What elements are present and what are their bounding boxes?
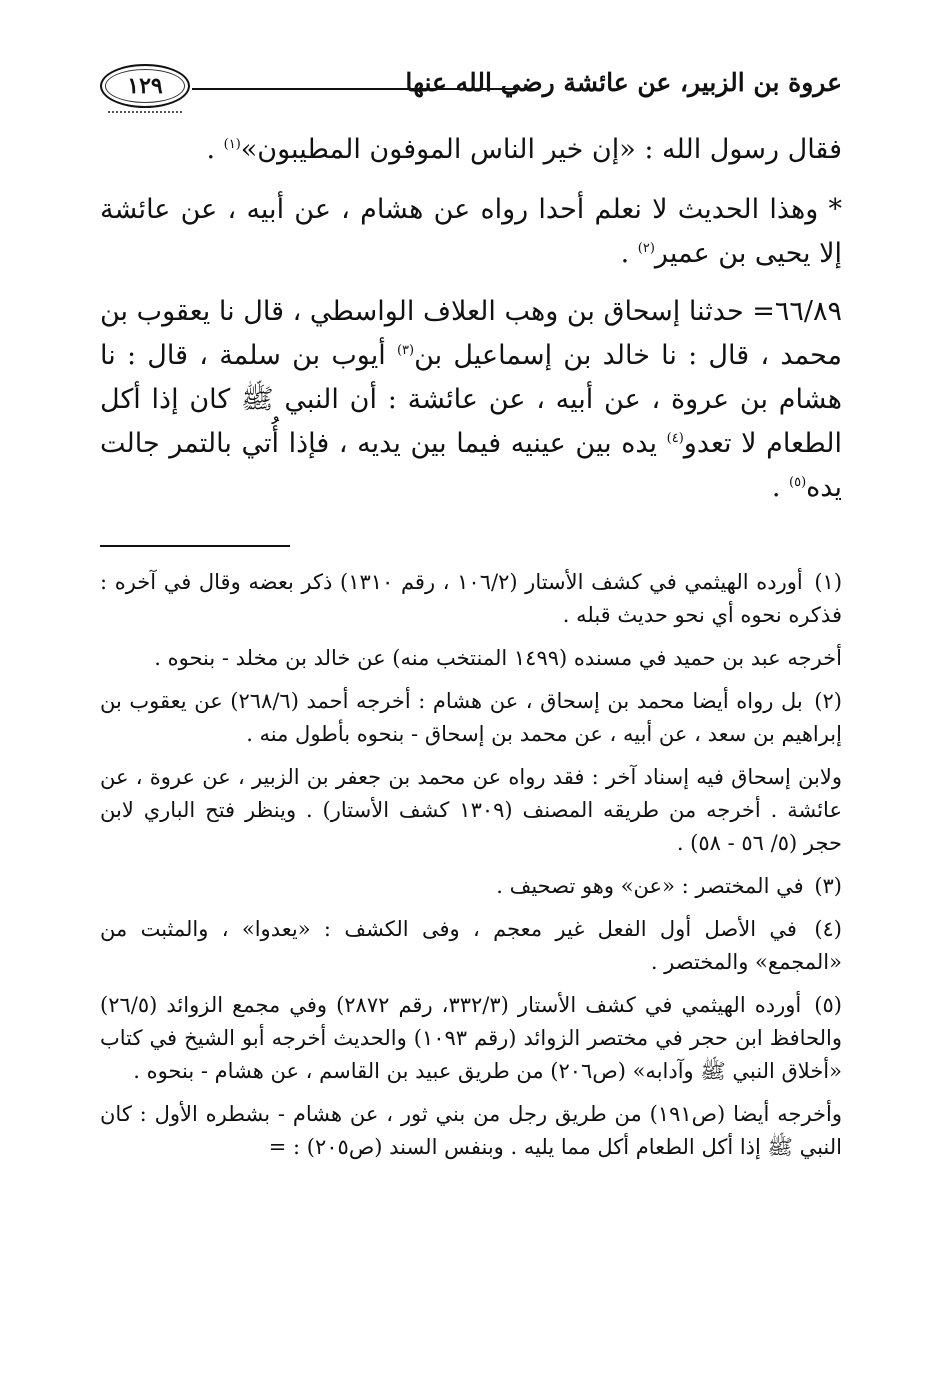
footnote-1-continuation: أخرجه عبد بن حميد في مسنده (١٤٩٩ المنتخب منه) عن خالد بن مخلد - بنحوه .: [154, 646, 842, 670]
paragraph-2-text: * وهذا الحديث لا نعلم أحدا رواه عن هشام ، عن أبيه ، عن عائشة إلا يحيى بن عمير: [100, 194, 842, 269]
hadith-text-c: يده بين عينيه فيما بين يديه ، فإذا أُتي بالتمر جالت يده: [100, 428, 842, 503]
hadith-text-a: ٦٦/٨٩= حدثنا إسحاق بن وهب العلاف الواسطي ، قال نا يعقوب بن محمد ، قال : نا خالد بن إسماعيل بن: [100, 296, 842, 371]
paragraph-2-end: .: [620, 238, 638, 269]
paragraph-1-end: .: [206, 134, 224, 165]
footnote-ref-5[interactable]: (٥): [789, 475, 807, 490]
footnote-number: (٤): [814, 917, 842, 941]
paragraph-1: [100, 128, 842, 172]
footnote-5: [100, 989, 842, 1088]
main-text: [100, 128, 842, 526]
footnote-2-continuation: ولابن إسحاق فيه إسناد آخر : فقد رواه عن محمد بن جعفر بن الزبير ، عن عروة ، عن عائشة . أخرجه من طريقه المصنف (١٣٠٩ كشف الأستار) . وينظر فتح الباري لابن حجر (٥/ ٥٦ - ٥٨) .: [100, 765, 842, 855]
hadith-89: [100, 290, 842, 510]
running-header: [100, 62, 842, 110]
footnote-number: (٣): [814, 874, 842, 898]
footnote-text: أورده الهيثمي في كشف الأستار (٣٣٢/٣، رقم ٢٨٧٢) وفي مجمع الزوائد (٢٦/٥) والحافظ ابن حجر في مختصر الزوائد (رقم ١٠٩٣) والحديث أخرجه أبو الشيخ في كتاب «أخلاق النبي ﷺ وآدابه» (ص٢٠٦) من طريق عبيد بن القاسم ، عن هشام - بنحوه .: [100, 993, 842, 1083]
footnote-ref-2[interactable]: (٢): [637, 241, 655, 256]
footnote-text: بل رواه أيضا محمد بن إسحاق ، عن هشام : أخرجه أحمد (٢٦٨/٦) عن يعقوب بن إبراهيم بن سعد ، عن أبيه ، عن محمد بن إسحاق - بنحوه بأطول منه .: [100, 689, 842, 746]
footnote-1: [100, 566, 842, 632]
header-title: عروة بن الزبير، عن عائشة رضي الله عنها: [405, 68, 842, 97]
page-number-badge: [100, 64, 190, 108]
hadith-end: .: [771, 472, 790, 503]
footnote-3: [100, 870, 842, 903]
footnote-text: في المختصر : «عن» وهو تصحيف .: [496, 874, 804, 898]
footnote-separator: [100, 545, 290, 547]
header-rule: [192, 88, 537, 90]
page-number: ١٢٩: [127, 73, 163, 99]
paragraph-2: [100, 188, 842, 276]
footnote-5-continuation: وأخرجه أيضا (ص١٩١) من طريق رجل من بني ثور ، عن هشام - بشطره الأول : كان النبي ﷺ إذا أكل الطعام أكل مما يليه . وبنفس السند (ص٢٠٥) : =: [100, 1102, 842, 1159]
footnote-text: أورده الهيثمي في كشف الأستار (١٠٦/٢ ، رقم ١٣١٠) ذكر بعضه وقال في آخره : فذكره نحوه أي نحو حديث قبله .: [100, 570, 842, 627]
footnote-ref-1[interactable]: (١): [223, 137, 241, 152]
footnote-4: [100, 913, 842, 979]
footnote-text: في الأصل أول الفعل غير معجم ، وفى الكشف : «يعدوا» ، والمثبت من «المجمع» والمختصر .: [100, 917, 842, 974]
badge-ornament: [108, 107, 182, 113]
footnote-number: (٢): [814, 689, 842, 713]
footnote-number: (٥): [814, 993, 842, 1017]
footnote-ref-4[interactable]: (٤): [666, 431, 684, 446]
footnote-ref-3[interactable]: (٣): [396, 343, 415, 358]
footnotes: [100, 566, 842, 1174]
footnote-2: [100, 685, 842, 751]
paragraph-1-text: فقال رسول الله : «إن خير الناس الموفون المطيبون»: [240, 134, 842, 165]
hadith-text-b: أيوب بن سلمة ، قال : نا هشام بن عروة ، عن أبيه ، عن عائشة : أن النبي ﷺ كان إذا أكل الطعام لا تعدو: [100, 340, 842, 459]
footnote-number: (١): [814, 570, 843, 594]
